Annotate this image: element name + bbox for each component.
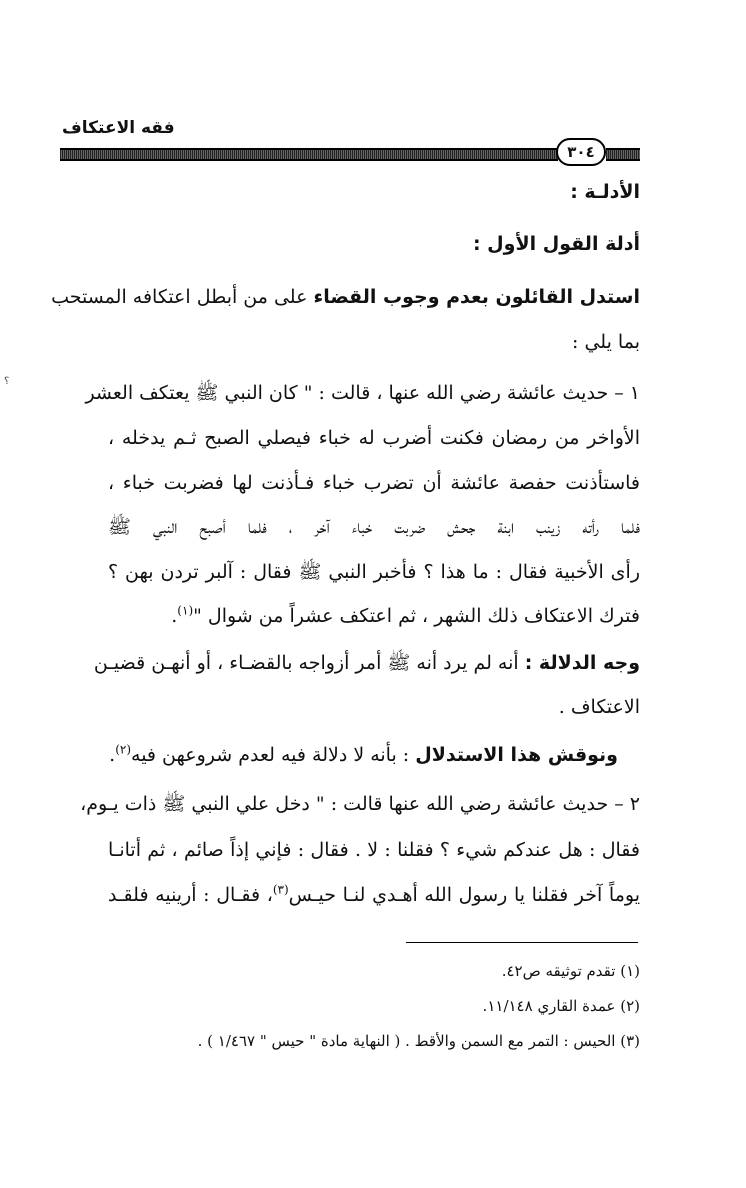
footnote-ref-3: (٣) bbox=[272, 882, 289, 897]
hadith2-line-3 bbox=[108, 880, 640, 910]
hadith1-line-1: ١ – حديث عائشة رضي الله عنها ، قالت : " كان النبي ﷺ يعتكف العشر bbox=[85, 382, 640, 404]
intro-rest: على من أبطل اعتكافه المستحب bbox=[51, 286, 314, 308]
header-rule-right bbox=[606, 148, 640, 161]
footnote-rule bbox=[406, 942, 638, 943]
hadith1-line-3: فاستأذنت حفصة عائشة أن تضرب خباء فـأذنت لها فضربت خباء ، bbox=[108, 472, 640, 494]
criticism-line: ونوقش هذا الاستدلال : بأنه لا دلالة فيه لعدم شروعهن فيه$^{(٢)}$. bbox=[109, 742, 618, 766]
intro-line-2: بما يلي : bbox=[572, 331, 640, 353]
hadith1-line-2: الأواخر من رمضان فكنت أضرب له خباء فيصلي الصبح ثـم يدخله ، bbox=[108, 427, 640, 449]
hadith2-line-2: فقال : هل عندكم شيء ؟ فقلنا : لا . فقال : فإني إذاً صائم ، ثم أتانـا bbox=[108, 839, 640, 861]
hadith2-line-3a: يوماً آخر فقلنا يا رسول الله أهـدي لنـا حيـس bbox=[288, 884, 641, 906]
section-heading: الأدلـة : bbox=[570, 181, 640, 203]
criticism-bold: ونوقش هذا الاستدلال bbox=[415, 744, 618, 766]
hadith2-line-3b: ، فقـال : أرينيه فلقـد bbox=[108, 884, 273, 906]
intro-line-1 bbox=[51, 282, 640, 312]
hadith1-line-4: فلما رأته زينب ابنة جحش ضربت خباء آخر ، فلما أصبح النبي ﷺ bbox=[108, 516, 640, 538]
page-number-badge bbox=[556, 138, 606, 166]
running-title: فقه الاعتكاف bbox=[62, 118, 175, 138]
wajh-rest: أنه لم يرد أنه ﷺ أمر أزواجه بالقضـاء ، أو أنهـن قضيـن bbox=[93, 652, 525, 674]
header-rule bbox=[60, 148, 558, 161]
footnote-1: (١) تقدم توثيقه ص٤٢. bbox=[501, 962, 640, 980]
page-number: ٣٠٤ bbox=[567, 143, 595, 161]
footnote-ref-1: (١) bbox=[177, 603, 194, 618]
wajh-bold: وجه الدلالة : bbox=[524, 652, 640, 674]
hadith1-line-6-text: فترك الاعتكاف ذلك الشهر ، ثم اعتكف عشراً من شوال " bbox=[193, 605, 640, 627]
footnote-3: (٣) الحيس : التمر مع السمن والأقط . ( النهاية مادة " حيس " ١/٤٦٧ ) . bbox=[197, 1032, 640, 1050]
wajh-line-1 bbox=[93, 648, 640, 678]
margin-mark: ؟ bbox=[4, 376, 10, 387]
criticism-rest: : بأنه لا دلالة فيه لعدم شروعهن فيه bbox=[131, 744, 416, 766]
intro-bold: استدل القائلون بعدم وجوب القضاء bbox=[313, 286, 640, 308]
hadith2-line-1: ٢ – حديث عائشة رضي الله عنها قالت : " دخل علي النبي ﷺ ذات يـوم، bbox=[80, 793, 640, 815]
footnote-ref-2: (٢) bbox=[115, 742, 132, 757]
hadith1-line-6: فترك الاعتكاف ذلك الشهر ، ثم اعتكف عشراً من شوال "$^{(١)}$. bbox=[171, 603, 640, 627]
hadith1-line-5: رأى الأخبية فقال : ما هذا ؟ فأخبر النبي ﷺ فقال : آلبر تردن بهن ؟ bbox=[108, 561, 640, 583]
footnote-2: (٢) عمدة القاري ١١/١٤٨. bbox=[482, 997, 640, 1015]
sub-heading: أدلة القول الأول : bbox=[472, 233, 640, 255]
wajh-line-2: الاعتكاف . bbox=[558, 696, 640, 718]
